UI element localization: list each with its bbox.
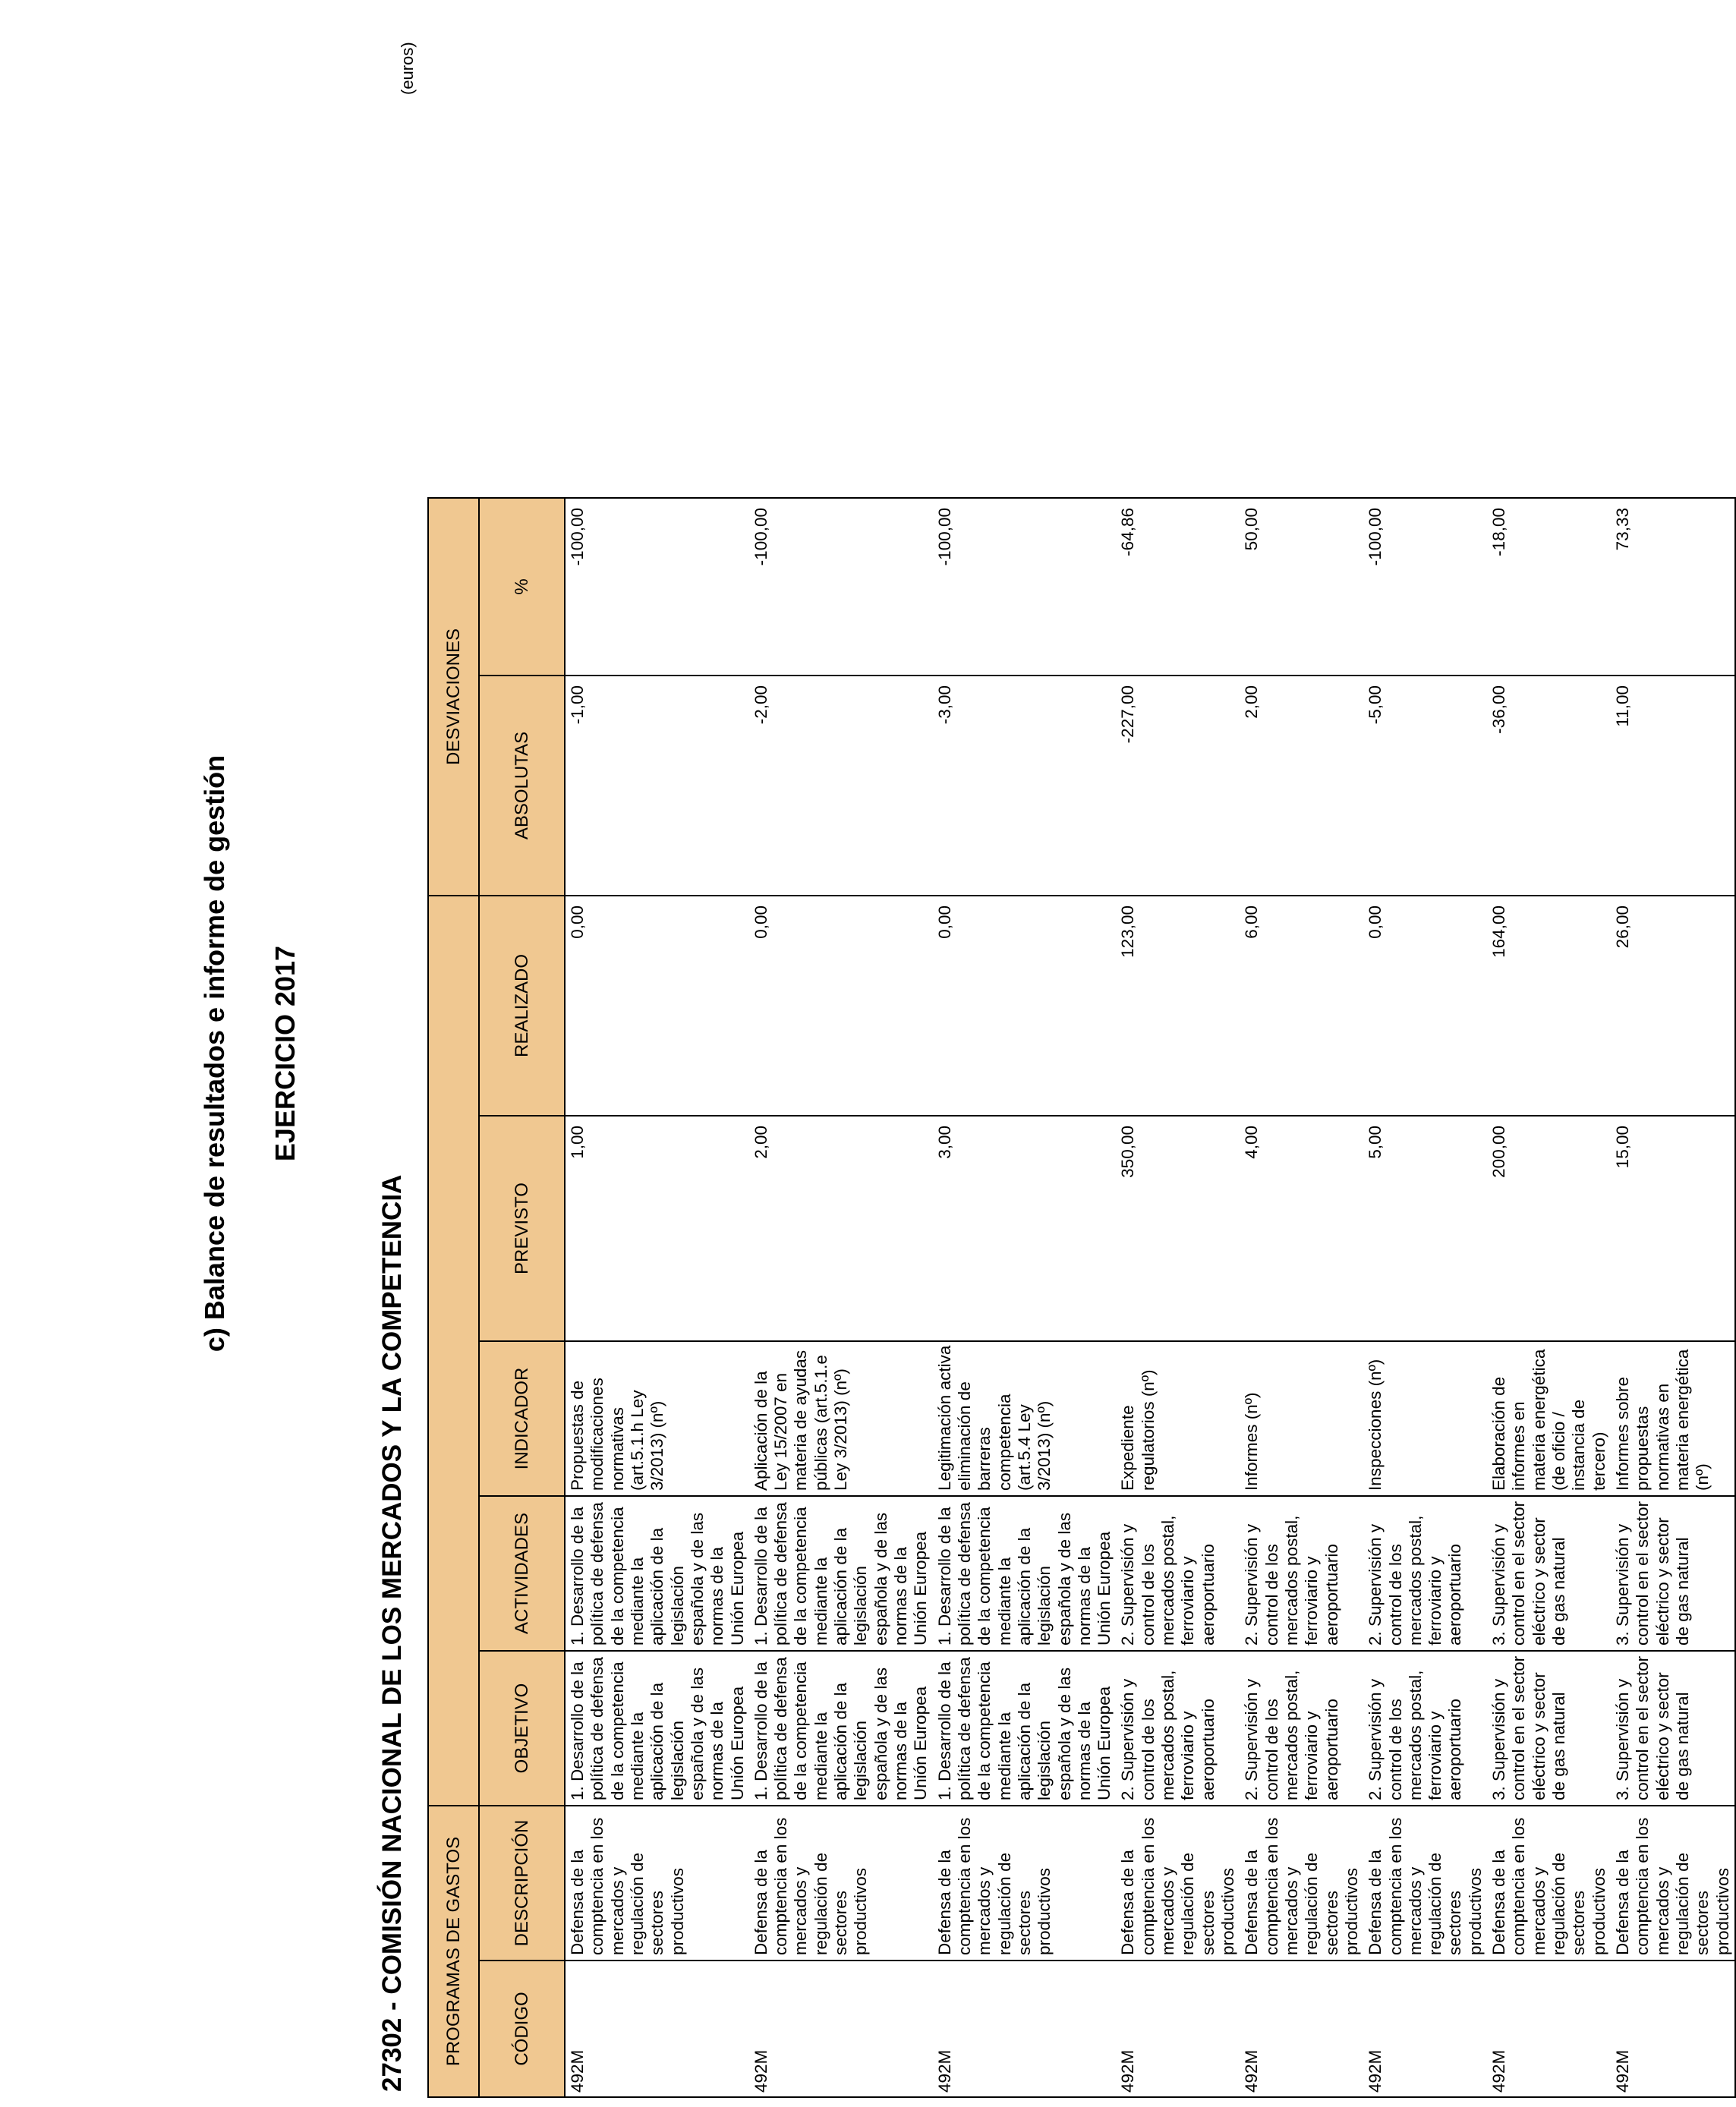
cell-actividades: 3. Supervisión y control en el sector eléctrico y sector de gas natural [1487,1496,1611,1651]
cell-absolutas: -1,00 [565,676,749,896]
cell-codigo: 492M [565,1961,749,2097]
cell-codigo: 492M [1611,1961,1735,2097]
cell-indicador: Elaboración de informes en materia energética (de oficio / instancia de tercero) [1487,1341,1611,1496]
col-header-actividades: ACTIVIDADES [479,1496,565,1651]
cell-descripcion: Defensa de la comptencia en los mercados y regulación de sectores productivos [565,1806,749,1961]
cell-pct: -18,00 [1487,498,1611,676]
cell-realizado: 0,00 [933,896,1117,1116]
table-row [1363,498,1487,2097]
cell-indicador: Legitimación activa eliminación de barreras competencia (art.5.4 Ley 3/2013) (nº) [933,1341,1117,1496]
cell-indicador: Informes sobre propuestas normativas en materia energética (nº) [1611,1341,1735,1496]
cell-actividades: 1. Desarrollo de la política de defensa de la competencia mediante la aplicación de la legislación española y de las normas de la Unión Europea [565,1496,749,1651]
cell-descripcion: Defensa de la comptencia en los mercados y regulación de sectores productivos [1363,1806,1487,1961]
cell-actividades: 3. Supervisión y control en el sector eléctrico y sector de gas natural [1611,1496,1735,1651]
table-row [1611,498,1735,2097]
col-header-absolutas: ABSOLUTAS [479,676,565,896]
cell-previsto: 3,00 [933,1116,1117,1341]
cell-objetivo: 1. Desarrollo de la política de defensa de la competencia mediante la aplicación de la legislación española y de las normas de la Unión Europea [565,1651,749,1806]
cell-descripcion: Defensa de la comptencia en los mercados y regulación de sectores productivos [1487,1806,1611,1961]
cell-realizado: 164,00 [1487,896,1611,1116]
cell-descripcion: Defensa de la comptencia en los mercados y regulación de sectores productivos [933,1806,1117,1961]
cell-previsto: 350,00 [1116,1116,1240,1341]
section-title: c) Balance de resultados e informe de gestión [199,754,230,1353]
cell-codigo: 492M [749,1961,933,2097]
cell-previsto: 2,00 [749,1116,933,1341]
exercise-year: EJERCICIO 2017 [269,945,301,1162]
results-table [427,497,1736,2098]
col-header-codigo: CÓDIGO [479,1961,565,2097]
cell-pct: -100,00 [565,498,749,676]
table-row [1240,498,1363,2097]
cell-absolutas: -5,00 [1363,676,1487,896]
cell-actividades: 1. Desarrollo de la política de defensa de la competencia mediante la aplicación de la legislación española y de las normas de la Unión Europea [749,1496,933,1651]
table-row [749,498,933,2097]
cell-codigo: 492M [1116,1961,1240,2097]
cell-pct: 50,00 [1240,498,1363,676]
cell-objetivo: 1. Desarrollo de la política de defensa de la competencia mediante la aplicación de la legislación española y de las normas de la Unión Europea [933,1651,1117,1806]
cell-indicador: Propuestas de modificaciones normativas (art.5.1.h Ley 3/2013) (nº) [565,1341,749,1496]
cell-absolutas: -227,00 [1116,676,1240,896]
cell-previsto: 1,00 [565,1116,749,1341]
cell-descripcion: Defensa de la comptencia en los mercados y regulación de sectores productivos [1611,1806,1735,1961]
cell-realizado: 0,00 [1363,896,1487,1116]
cell-realizado: 26,00 [1611,896,1735,1116]
cell-actividades: 1. Desarrollo de la política de defensa de la competencia mediante la aplicación de la legislación española y de las normas de la Unión Europea [933,1496,1117,1651]
cell-previsto: 15,00 [1611,1116,1735,1341]
cell-previsto: 5,00 [1363,1116,1487,1341]
cell-objetivo: 2. Supervisión y control de los mercados postal, ferroviario y aeroportuario [1363,1651,1487,1806]
cell-pct: -100,00 [1363,498,1487,676]
cell-codigo: 492M [1363,1961,1487,2097]
cell-actividades: 2. Supervisión y control de los mercados postal, ferroviario y aeroportuario [1363,1496,1487,1651]
col-header-realizado: REALIZADO [479,896,565,1116]
cell-indicador: Aplicación de la Ley 15/2007 en materia de ayudas públicas (art.5.1.e Ley 3/2013) (nº) [749,1341,933,1496]
cell-realizado: 123,00 [1116,896,1240,1116]
cell-pct: -100,00 [933,498,1117,676]
group-header-programas: PROGRAMAS DE GASTOS [428,1806,479,2097]
table-row [1116,498,1240,2097]
cell-indicador: Informes (nº) [1240,1341,1363,1496]
col-header-previsto: PREVISTO [479,1116,565,1341]
cell-absolutas: 2,00 [1240,676,1363,896]
currency-unit: (euros) [398,42,417,95]
cell-codigo: 492M [1487,1961,1611,2097]
col-header-pct: % [479,498,565,676]
organism-title: 27302 - COMISIÓN NACIONAL DE LOS MERCADOS Y LA COMPETENCIA [377,1174,407,2092]
cell-pct: -64,86 [1116,498,1240,676]
cell-actividades: 2. Supervisión y control de los mercados postal, ferroviario y aeroportuario [1116,1496,1240,1651]
group-header-blank [428,896,479,1806]
cell-indicador: Inspecciones (nº) [1363,1341,1487,1496]
cell-descripcion: Defensa de la comptencia en los mercados y regulación de sectores productivos [749,1806,933,1961]
cell-objetivo: 2. Supervisión y control de los mercados postal, ferroviario y aeroportuario [1240,1651,1363,1806]
table-row [933,498,1117,2097]
col-header-descripcion: DESCRIPCIÓN [479,1806,565,1961]
cell-pct: 73,33 [1611,498,1735,676]
cell-absolutas: -3,00 [933,676,1117,896]
table-row [1487,498,1611,2097]
cell-descripcion: Defensa de la comptencia en los mercados y regulación de sectores productivos [1116,1806,1240,1961]
cell-realizado: 0,00 [565,896,749,1116]
col-header-objetivo: OBJETIVO [479,1651,565,1806]
cell-codigo: 492M [1240,1961,1363,2097]
table-row [565,498,749,2097]
cell-objetivo: 2. Supervisión y control de los mercados postal, ferroviario y aeroportuario [1116,1651,1240,1806]
cell-indicador: Expediente regulatorios (nº) [1116,1341,1240,1496]
cell-pct: -100,00 [749,498,933,676]
group-header-desviaciones: DESVIACIONES [428,498,479,896]
cell-previsto: 200,00 [1487,1116,1611,1341]
cell-codigo: 492M [933,1961,1117,2097]
cell-absolutas: 11,00 [1611,676,1735,896]
cell-realizado: 0,00 [749,896,933,1116]
cell-realizado: 6,00 [1240,896,1363,1116]
col-header-indicador: INDICADOR [479,1341,565,1496]
cell-objetivo: 3. Supervisión y control en el sector eléctrico y sector de gas natural [1611,1651,1735,1806]
cell-objetivo: 1. Desarrollo de la política de defensa de la competencia mediante la aplicación de la legislación española y de las normas de la Unión Europea [749,1651,933,1806]
cell-absolutas: -2,00 [749,676,933,896]
cell-actividades: 2. Supervisión y control de los mercados postal, ferroviario y aeroportuario [1240,1496,1363,1651]
cell-objetivo: 3. Supervisión y control en el sector eléctrico y sector de gas natural [1487,1651,1611,1806]
cell-descripcion: Defensa de la comptencia en los mercados y regulación de sectores productivos [1240,1806,1363,1961]
cell-absolutas: -36,00 [1487,676,1611,896]
cell-previsto: 4,00 [1240,1116,1363,1341]
